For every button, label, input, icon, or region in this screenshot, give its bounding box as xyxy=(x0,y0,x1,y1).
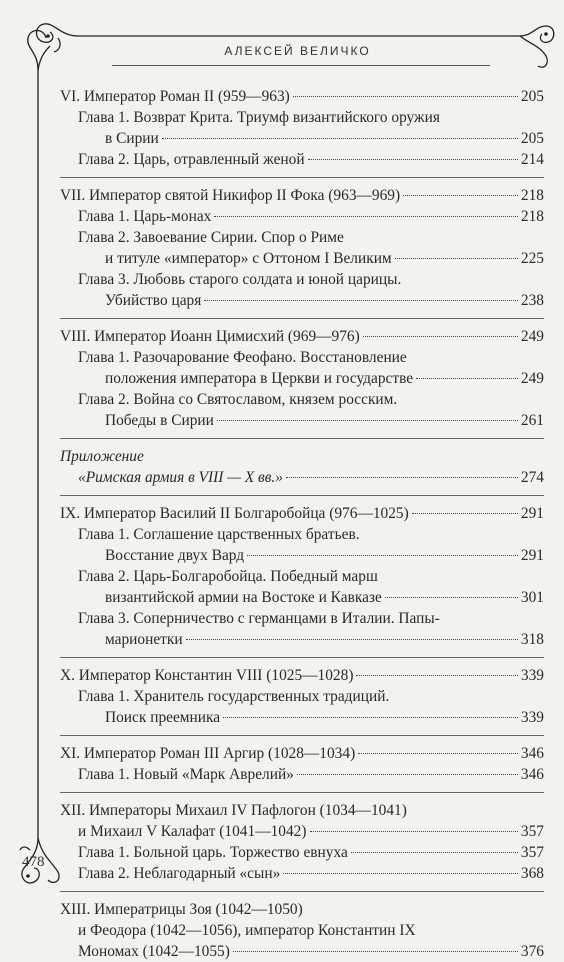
leader-dots xyxy=(204,300,518,301)
section-divider xyxy=(60,891,544,892)
toc-chapter-row xyxy=(60,248,544,269)
toc-title-text: Мономах (1042—1055) xyxy=(78,943,230,960)
toc-chapter-row xyxy=(60,368,544,389)
toc-section-title-line: XIII. Императрицы Зоя (1042—1050) xyxy=(60,901,303,918)
toc-chapter-text: Поиск преемника xyxy=(105,709,221,726)
leader-dots xyxy=(308,159,518,160)
toc-section-title xyxy=(60,503,544,524)
leader-dots xyxy=(223,717,518,718)
header-rule xyxy=(112,65,490,66)
toc-chapter-row xyxy=(60,587,544,608)
leader-dots xyxy=(363,336,518,337)
toc-section-7 xyxy=(60,185,544,311)
toc-page-number: 346 xyxy=(520,766,544,783)
leader-dots xyxy=(385,597,518,598)
toc-title-text: X. Император Константин VIII (1025—1028) xyxy=(60,667,354,684)
section-divider xyxy=(60,495,544,496)
leader-dots xyxy=(358,753,518,754)
leader-dots xyxy=(233,951,518,952)
toc-title-text: VIII. Император Иоанн Цимисхий (969—976) xyxy=(60,328,360,345)
leader-dots xyxy=(310,831,518,832)
toc-page-number: 261 xyxy=(520,412,544,429)
section-divider xyxy=(60,438,544,439)
toc-page-number: 249 xyxy=(520,328,544,345)
toc-section-13 xyxy=(60,899,544,962)
leader-dots xyxy=(214,216,518,217)
toc-chapter-row xyxy=(60,128,544,149)
toc-section-title xyxy=(60,821,544,842)
section-divider xyxy=(60,318,544,319)
toc-page-number: 318 xyxy=(520,631,544,648)
toc-chapter-line: Глава 1. Разочарование Феофано. Восстановление xyxy=(78,349,407,366)
leader-dots xyxy=(247,555,518,556)
toc-page-number: 218 xyxy=(520,187,544,204)
toc-chapter-line: Глава 2. Царь-Болгаробойца. Победный марш xyxy=(78,568,378,585)
toc-page-number: 291 xyxy=(520,505,544,522)
toc-section-8 xyxy=(60,326,544,431)
toc-section-12 xyxy=(60,800,544,884)
toc-chapter-line: Глава 2. Завоевание Сирии. Спор о Риме xyxy=(78,229,344,246)
leader-dots xyxy=(297,774,518,775)
toc-page-number: 357 xyxy=(520,844,544,861)
toc-chapter-row xyxy=(60,149,544,170)
toc-appendix-text: «Римская армия в VIII — X вв.» xyxy=(78,469,283,486)
toc-chapter-text: византийской армии на Востоке и Кавказе xyxy=(105,589,382,606)
toc-page-number: 249 xyxy=(520,370,544,387)
toc-chapter-row xyxy=(60,206,544,227)
section-divider xyxy=(60,177,544,178)
toc-page-number: 346 xyxy=(520,745,544,762)
leader-dots xyxy=(403,195,518,196)
toc-page-number: 339 xyxy=(520,667,544,684)
running-header-author: АЛЕКСЕЙ ВЕЛИЧКО xyxy=(224,44,371,58)
toc-appendix-title: Приложение xyxy=(60,448,144,465)
table-of-contents xyxy=(60,86,544,962)
toc-page-number: 301 xyxy=(520,589,544,606)
toc-title-text: и Михаил V Калафат (1041—1042) xyxy=(78,823,307,840)
toc-section-title-line: XII. Императоры Михаил IV Пафлогон (1034—1041) xyxy=(60,802,407,819)
leader-dots xyxy=(351,852,518,853)
leader-dots xyxy=(186,639,518,640)
toc-chapter-text: Глава 1. Новый «Марк Аврелий» xyxy=(78,766,294,783)
toc-page-number: 339 xyxy=(520,709,544,726)
toc-page-number: 368 xyxy=(520,865,544,882)
toc-chapter-text: Глава 1. Царь-монах xyxy=(78,208,212,225)
toc-chapter-line: Глава 3. Любовь старого солдата и юной царицы. xyxy=(78,271,402,288)
toc-title-text: VI. Император Роман II (959—963) xyxy=(60,88,290,105)
toc-page-number: 376 xyxy=(520,943,544,960)
toc-chapter-row xyxy=(60,707,544,728)
toc-title-text: XI. Император Роман III Аргир (1028—1034) xyxy=(60,745,356,762)
leader-dots xyxy=(412,513,518,514)
toc-section-9 xyxy=(60,503,544,650)
toc-chapter-line: Глава 1. Хранитель государственных традиций. xyxy=(78,688,390,705)
toc-chapter-row xyxy=(60,545,544,566)
toc-chapter-row xyxy=(60,842,544,863)
section-divider xyxy=(60,735,544,736)
section-divider xyxy=(60,657,544,658)
toc-section-title-line: и Феодора (1042—1056), император Константин IX xyxy=(78,922,416,939)
toc-page-number: 218 xyxy=(520,208,544,225)
toc-chapter-row xyxy=(60,863,544,884)
toc-chapter-row xyxy=(60,410,544,431)
toc-title-text: VII. Император святой Никифор II Фока (963—969) xyxy=(60,187,401,204)
toc-page-number: 238 xyxy=(520,292,544,309)
leader-dots xyxy=(217,420,518,421)
leader-dots xyxy=(356,675,517,676)
toc-page-number: 291 xyxy=(520,547,544,564)
toc-chapter-line: Глава 2. Война со Святославом, князем росским. xyxy=(78,391,398,408)
toc-chapter-row xyxy=(60,290,544,311)
leader-dots xyxy=(283,873,518,874)
toc-chapter-text: Глава 1. Больной царь. Торжество евнуха xyxy=(78,844,348,861)
toc-chapter-row xyxy=(60,764,544,785)
toc-section-10 xyxy=(60,665,544,728)
leader-dots xyxy=(293,96,518,97)
leader-dots xyxy=(162,138,518,139)
toc-chapter-text: марионетки xyxy=(105,631,183,648)
leader-dots xyxy=(416,378,518,379)
toc-section-title xyxy=(60,941,544,962)
toc-page-number: 225 xyxy=(520,250,544,267)
toc-page-number: 205 xyxy=(520,88,544,105)
toc-section-title xyxy=(60,185,544,206)
section-divider xyxy=(60,792,544,793)
toc-page-number: 274 xyxy=(520,469,544,486)
leader-dots xyxy=(286,477,518,478)
toc-section-title xyxy=(60,86,544,107)
leader-dots xyxy=(395,258,518,259)
toc-section-title xyxy=(60,743,544,764)
toc-chapter-line: Глава 1. Соглашение царственных братьев. xyxy=(78,526,360,543)
toc-section-11 xyxy=(60,743,544,785)
toc-chapter-text: и титуле «император» с Оттоном I Великим xyxy=(105,250,392,267)
toc-section-title xyxy=(60,326,544,347)
toc-chapter-row xyxy=(60,629,544,650)
toc-page-number: 205 xyxy=(520,130,544,147)
toc-chapter-text: положения императора в Церкви и государстве xyxy=(105,370,414,387)
toc-appendix xyxy=(60,446,544,488)
toc-chapter-line: Глава 1. Возврат Крита. Триумф византийского оружия xyxy=(78,109,441,126)
toc-page-number: 357 xyxy=(520,823,544,840)
toc-chapter-text: Убийство царя xyxy=(105,292,202,309)
toc-title-text: IX. Император Василий II Болгаробойца (976—1025) xyxy=(60,505,409,522)
toc-page-number: 214 xyxy=(520,151,544,168)
toc-chapter-text: Победы в Сирии xyxy=(105,412,214,429)
toc-chapter-text: Восстание двух Вард xyxy=(105,547,245,564)
toc-chapter-text: в Сирии xyxy=(105,130,159,147)
toc-section-6 xyxy=(60,86,544,170)
toc-section-title xyxy=(60,665,544,686)
toc-chapter-text: Глава 2. Царь, отравленный женой xyxy=(78,151,305,168)
folio-page-number: 478 xyxy=(22,854,45,870)
toc-appendix-row xyxy=(60,467,544,488)
toc-chapter-text: Глава 2. Неблагодарный «сын» xyxy=(78,865,281,882)
toc-chapter-line: Глава 3. Соперничество с германцами в Италии. Папы- xyxy=(78,610,440,627)
